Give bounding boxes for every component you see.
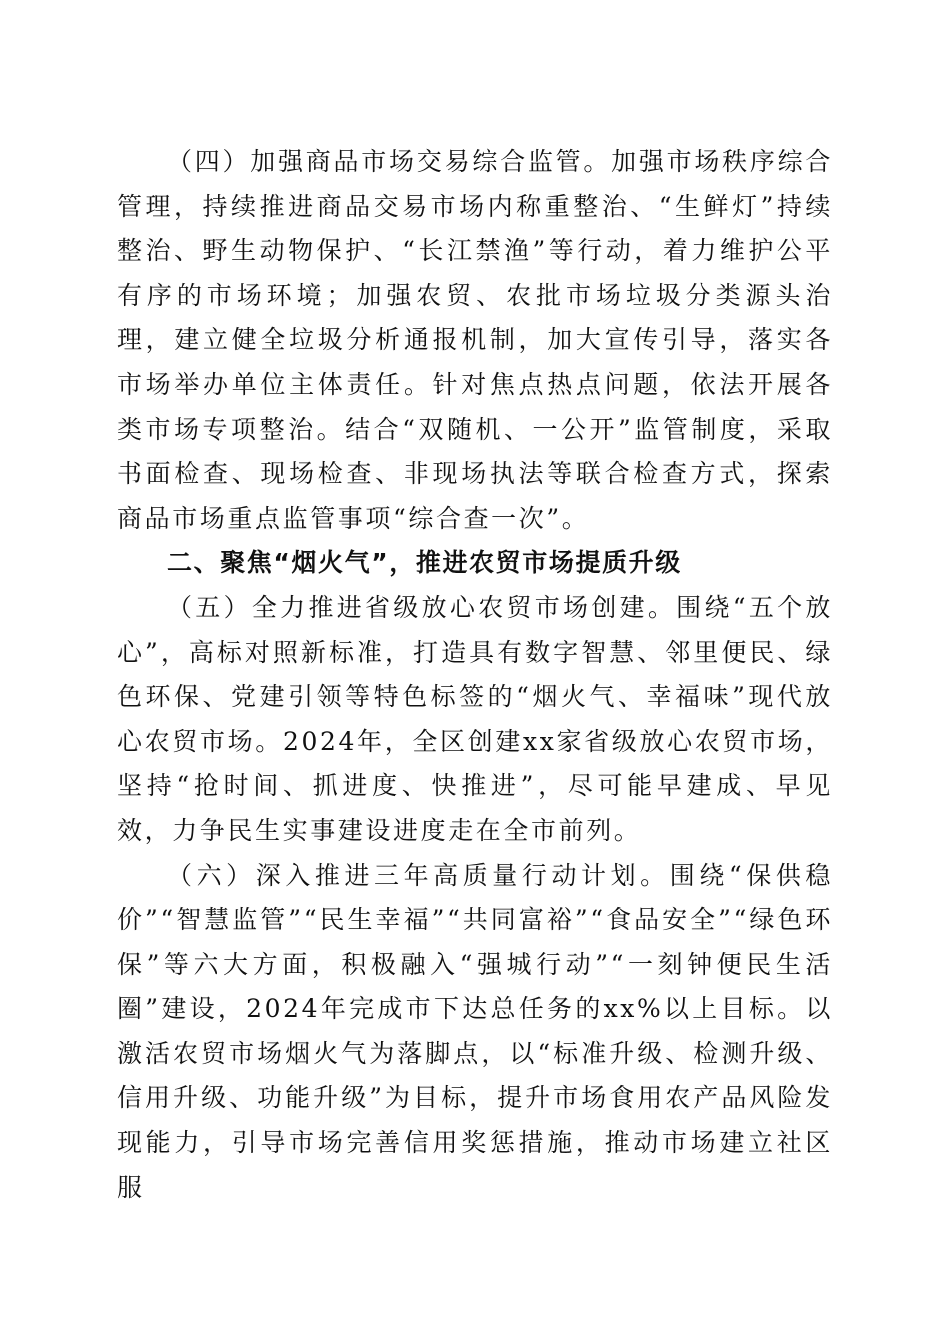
document-body <box>117 140 833 1210</box>
section-heading: 二、聚焦“烟火气”，推进农贸市场提质升级 <box>167 548 682 578</box>
paragraph-provincial-market-creation: （五）全力推进省级放心农贸市场创建。围绕“五个放心”，高标对照新标准，打造具有数字智慧、邻里便民、绿色环保、党建引领等特色标签的“烟火气、幸福味”现代放心农贸市场。2024年，全区创建xx家省级放心农贸市场，坚持“抢时间、抓进度、快推进”，尽可能早建成、早见效，力争民生实事建设进度走在全市前列。 <box>117 592 833 845</box>
paragraph-three-year-plan: （六）深入推进三年高质量行动计划。围绕“保供稳价”“智慧监管”“民生幸福”“共同富裕”“食品安全”“绿色环保”等六大方面，积极融入“强城行动”“一刻钟便民生活圈”建设，2024年完成市下达总任务的xx%以上目标。以激活农贸市场烟火气为落脚点，以“标准升级、检测升级、信用升级、功能升级”为目标，提升市场食用农产品风险发现能力，引导市场完善信用奖惩措施，推动市场建立社区服 <box>117 860 833 1202</box>
paragraph-market-supervision: （四）加强商品市场交易综合监管。加强市场秩序综合管理，持续推进商品交易市场内称重整治、“生鲜灯”持续整治、野生动物保护、“长江禁渔”等行动，着力维护公平有序的市场环境；加强农贸、农批市场垃圾分类源头治理，建立健全垃圾分析通报机制，加大宣传引导，落实各市场举办单位主体责任。针对焦点热点问题，依法开展各类市场专项整治。结合“双随机、一公开”监管制度，采取书面检查、现场检查、非现场执法等联合检查方式，探索商品市场重点监管事项“综合查一次”。 <box>117 147 833 533</box>
